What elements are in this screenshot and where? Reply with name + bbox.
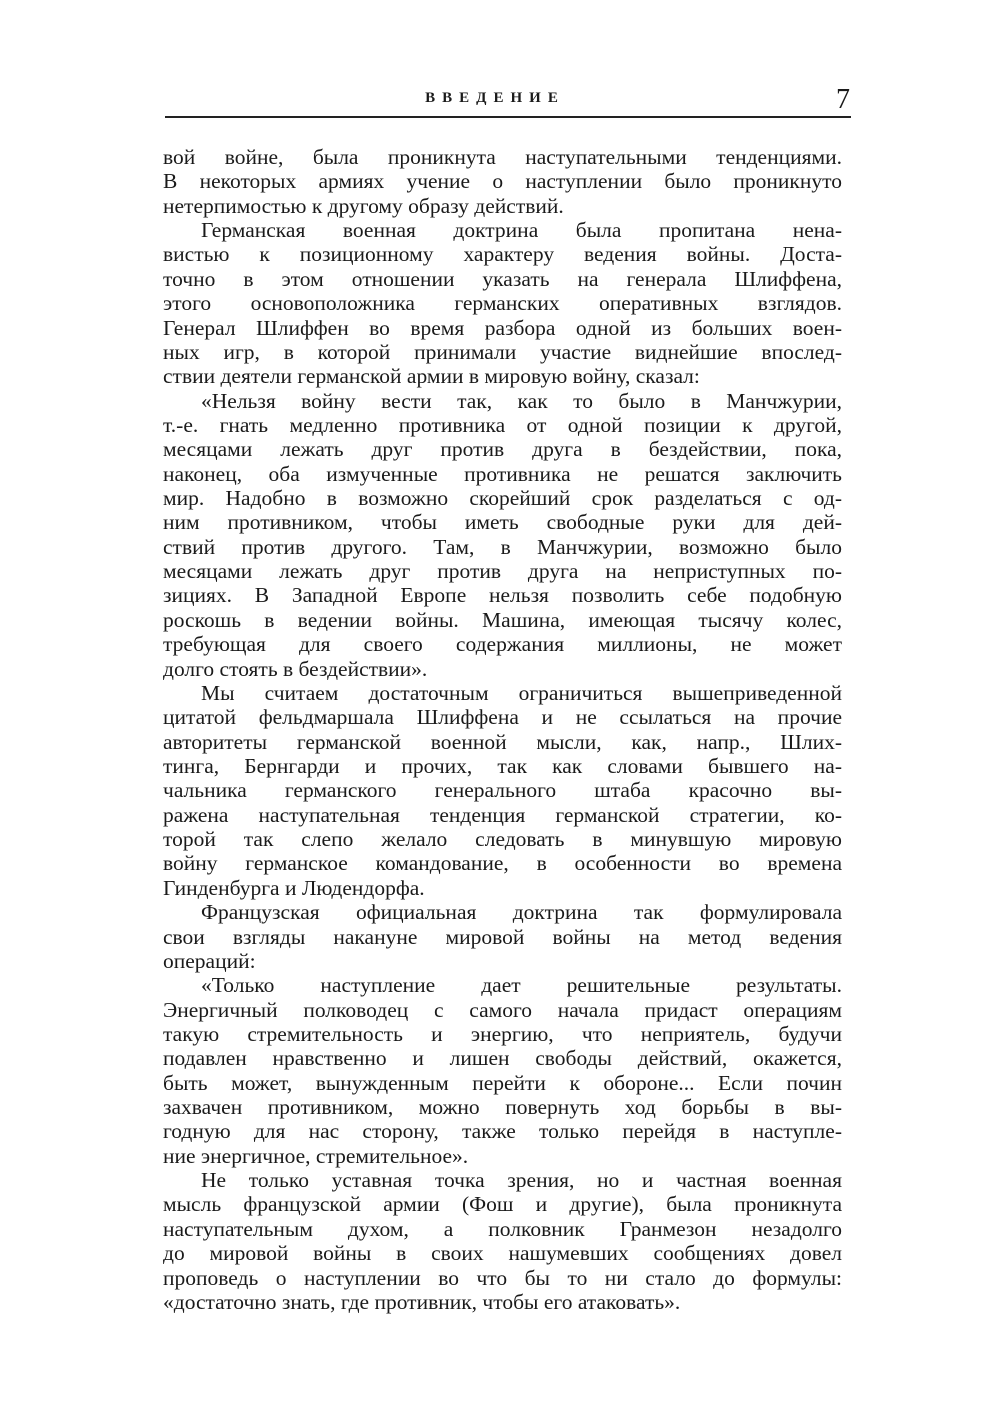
text-line: Энергичный полководец с самого начала придаст операциям xyxy=(163,997,842,1022)
text-line: зициях. В Западной Европе нельзя позволить себе подобную xyxy=(163,583,842,608)
text-line: захвачен противником, можно повернуть ход борьбы в вы- xyxy=(163,1095,842,1120)
text-line: вой войне, была проникнута наступательными тенденциями. xyxy=(163,145,842,169)
text-line: месяцами лежать друг против друга на неприступных по- xyxy=(163,559,842,584)
text-line: «достаточно знать, где противник, чтобы его атаковать». xyxy=(163,1289,681,1314)
text-line: ражена наступательная тенденция германской стратегии, ко- xyxy=(163,802,842,827)
text-line: роскошь в ведении войны. Машина, имеющая тысячу колес, xyxy=(163,607,842,632)
text-line: этого основоположника германских оперативных взглядов. xyxy=(163,291,842,316)
text-line: ние энергичное, стремительное». xyxy=(163,1143,469,1168)
text-line: долго стоять в бездействии». xyxy=(163,656,428,681)
text-line: Гинденбурга и Людендорфа. xyxy=(163,875,425,900)
text-line: проповедь о наступлении во что бы то ни стало до формулы: xyxy=(163,1265,842,1290)
text-line: ним противником, чтобы иметь свободные руки для дей- xyxy=(163,510,842,535)
text-line: месяцами лежать друг против друга в бездействии, пока, xyxy=(163,437,842,462)
header-rule xyxy=(165,116,851,118)
paragraph xyxy=(163,973,842,1168)
text-line: «Нельзя войну вести так, как то было в Манчжурии, xyxy=(201,388,842,413)
text-line: наступательным духом, а полковник Гранмезон незадолго xyxy=(163,1216,842,1241)
paragraph xyxy=(163,900,842,973)
text-line: т.-е. гнать медленно противника от одной позиции к другой, xyxy=(163,412,842,437)
text-line: Французская официальная доктрина так формулировала xyxy=(201,900,842,925)
text-line: В некоторых армиях учение о наступлении было проникнуто xyxy=(163,169,842,194)
text-line: вистью к позиционному характеру ведения войны. Доста- xyxy=(163,242,842,267)
text-line: Генерал Шлиффен во время разбора одной из больших воен- xyxy=(163,315,842,340)
text-line: мир. Надобно в возможно скорейший срок разделаться с од- xyxy=(163,486,842,511)
page-number: 7 xyxy=(836,84,850,115)
text-line: «Только наступление дает решительные результаты. xyxy=(201,973,842,998)
text-line: быть может, вынужденным перейти к обороне... Если почин xyxy=(163,1070,842,1095)
text-line: войну германское командование, в особенности во времена xyxy=(163,851,842,876)
text-line: Не только уставная точка зрения, но и частная военная xyxy=(201,1168,842,1193)
paragraph xyxy=(163,681,842,900)
text-line: Германская военная доктрина была пропитана нена- xyxy=(201,218,842,243)
paragraph xyxy=(163,145,842,218)
paragraph xyxy=(163,1168,842,1314)
body-text xyxy=(163,145,842,1314)
chapter-title: ВВЕДЕНИЕ xyxy=(425,90,565,106)
text-line: свои взгляды накануне мировой войны на метод ведения xyxy=(163,924,842,949)
text-line: цитатой фельдмаршала Шлиффена и не ссылаться на прочие xyxy=(163,705,842,730)
text-line: наконец, оба измученные противника не решатся заключить xyxy=(163,461,842,486)
text-line: тинга, Бернгарди и прочих, так как словами бывшего на- xyxy=(163,753,842,778)
text-line: точно в этом отношении указать на генерала Шлиффена, xyxy=(163,266,842,291)
text-line: торой так слепо желало следовать в минувшую мировую xyxy=(163,827,842,852)
paragraph xyxy=(163,389,842,681)
text-line: ствий против другого. Там, в Манчжурии, возможно было xyxy=(163,534,842,559)
text-line: годную для нас сторону, также только перейдя в наступле- xyxy=(163,1119,842,1144)
text-line: подавлен нравственно и лишен свободы действий, окажется, xyxy=(163,1046,842,1071)
text-line: ных игр, в которой принимали участие виднейшие впослед- xyxy=(163,339,842,364)
text-line: ствии деятели германской армии в мировую войну, сказал: xyxy=(163,364,700,389)
text-line: операций: xyxy=(163,948,256,973)
text-line: до мировой войны в своих нашумевших сообщениях довел xyxy=(163,1241,842,1266)
text-line: авторитеты германской военной мысли, как, напр., Шлих- xyxy=(163,729,842,754)
text-line: нетерпимостью к другому образу действий. xyxy=(163,193,564,218)
text-line: чальника германского генерального штаба красочно вы- xyxy=(163,778,842,803)
text-line: такую стремительность и энергию, что неприятель, будучи xyxy=(163,1021,842,1046)
paragraph xyxy=(163,218,842,389)
text-line: требующая для своего содержания миллионы, не может xyxy=(163,632,842,657)
text-line: Мы считаем достаточным ограничиться вышеприведенной xyxy=(201,680,842,705)
text-line: мысль французской армии (Фош и другие), была проникнута xyxy=(163,1192,842,1217)
